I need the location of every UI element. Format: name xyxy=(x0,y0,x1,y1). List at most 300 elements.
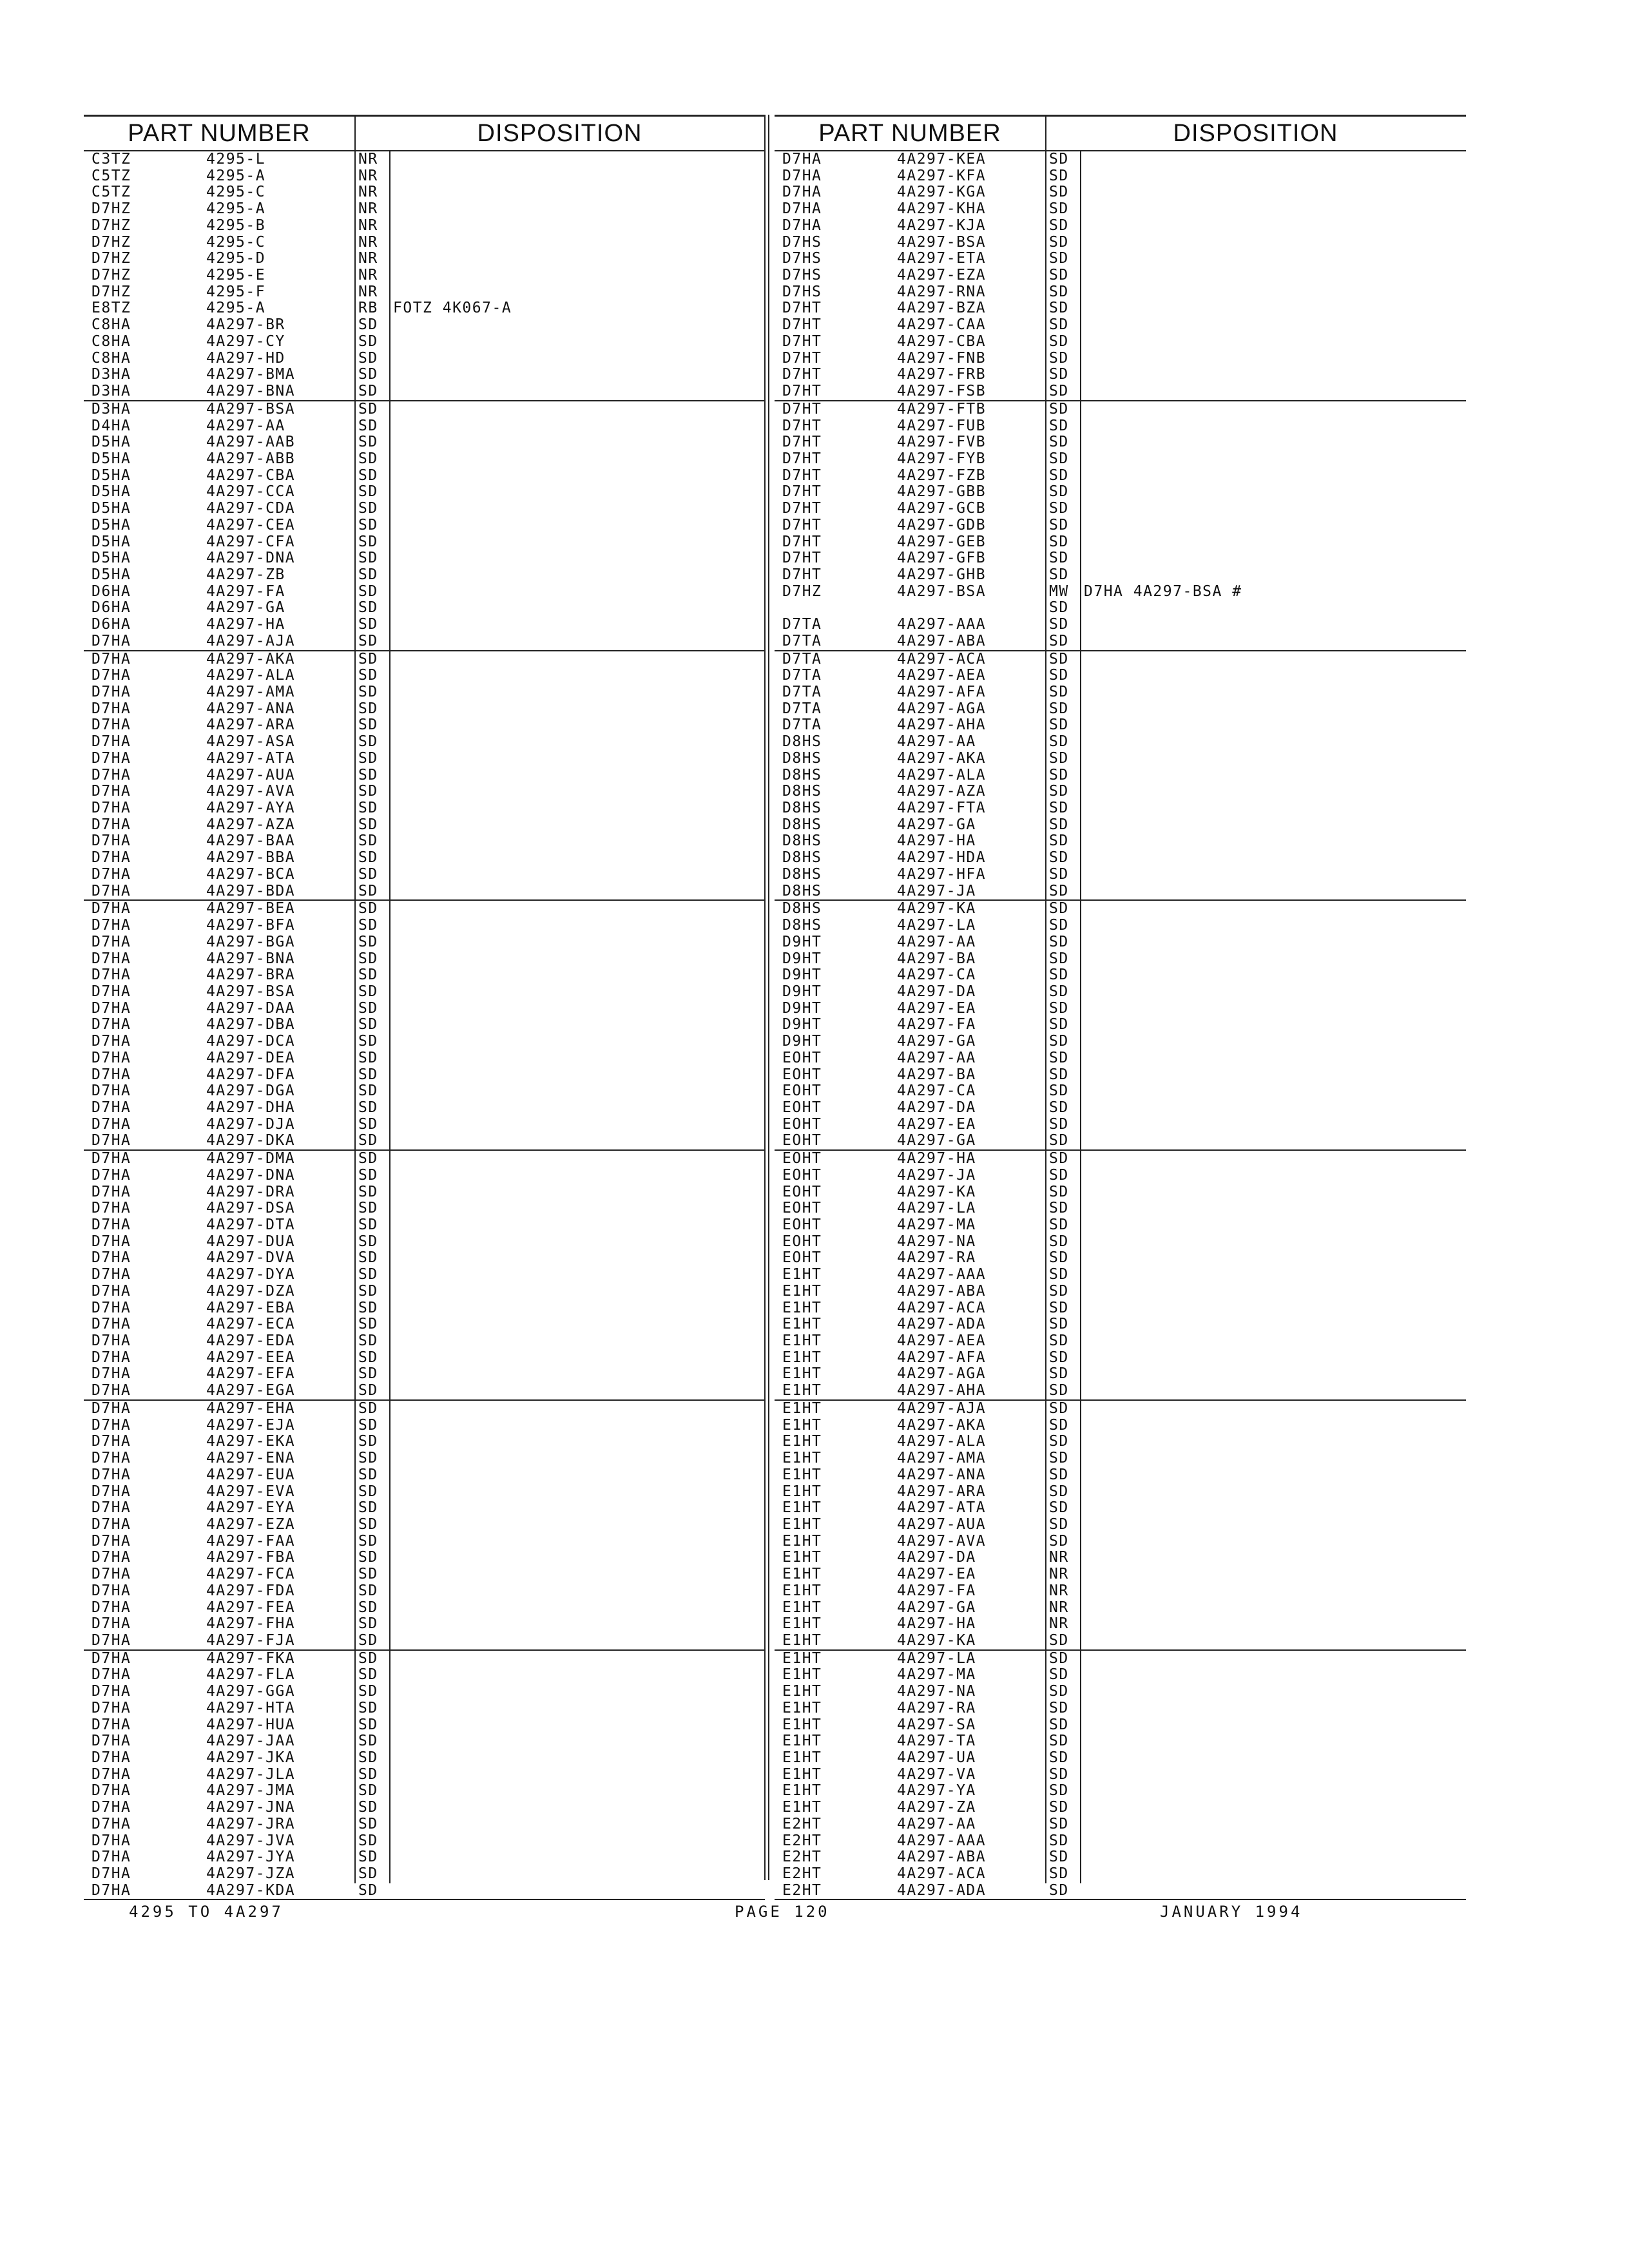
table-row xyxy=(775,1517,1466,1533)
disposition-code: SD xyxy=(1049,400,1069,418)
model-cell: C8HA xyxy=(92,332,131,350)
table-row xyxy=(84,967,765,984)
part-cell: 4A297-GA xyxy=(206,599,285,617)
model-cell: E1HT xyxy=(782,1699,822,1716)
table-row xyxy=(84,451,765,468)
left-table xyxy=(84,115,765,1900)
table-row xyxy=(84,1168,765,1184)
model-cell: D5HA xyxy=(92,466,131,484)
model-cell: D7HA xyxy=(92,1132,131,1149)
model-cell: D6HA xyxy=(92,599,131,617)
model-cell: D7HA xyxy=(92,667,131,684)
disposition-code: SD xyxy=(358,650,378,668)
disposition-code: SD xyxy=(1049,749,1069,767)
model-cell: C3TZ xyxy=(92,151,131,168)
table-row xyxy=(775,1866,1466,1883)
model-cell: D7HA xyxy=(92,1765,131,1783)
part-cell: 4A297-ADA xyxy=(897,1316,987,1333)
table-row xyxy=(775,1366,1466,1383)
model-cell: E1HT xyxy=(782,1266,822,1283)
table-row xyxy=(84,1484,765,1501)
model-cell: E1HT xyxy=(782,1433,822,1450)
part-cell: 4A297-ANA xyxy=(897,1466,987,1483)
part-cell: 4A297-JA xyxy=(897,882,976,899)
model-cell: D7HA xyxy=(92,1382,131,1399)
part-cell: 4A297-CA xyxy=(897,1082,976,1100)
table-row xyxy=(775,501,1466,517)
part-cell: 4A297-DUA xyxy=(206,1233,296,1250)
disposition-code: SD xyxy=(1049,316,1069,334)
disposition-code: SD xyxy=(358,1631,378,1649)
part-cell: 4A297-RA xyxy=(897,1699,976,1716)
part-cell: 4A297-AHA xyxy=(897,1382,987,1399)
disposition-code: SD xyxy=(358,1033,378,1050)
disposition-code: SD xyxy=(1049,650,1069,668)
part-cell: 4A297-ABA xyxy=(897,632,987,649)
model-cell: D7HA xyxy=(92,1566,131,1583)
disposition-code: SD xyxy=(358,1082,378,1100)
disposition-code: SD xyxy=(358,832,378,850)
model-cell: D9HT xyxy=(782,950,822,967)
part-cell: 4A297-BEA xyxy=(206,900,296,918)
table-row xyxy=(84,617,765,633)
part-cell: 4295-L xyxy=(206,151,266,168)
model-cell: D7HZ xyxy=(92,283,131,300)
part-cell: 4A297-AVA xyxy=(897,1532,987,1550)
model-cell: D7HS xyxy=(782,250,822,267)
model-cell: D3HA xyxy=(92,366,131,383)
disposition-code: SD xyxy=(358,1566,378,1583)
part-cell: 4A297-DCA xyxy=(206,1033,296,1050)
model-cell: E2HT xyxy=(782,1865,822,1883)
part-cell: 4A297-EDA xyxy=(206,1332,296,1350)
part-cell: 4A297-ZB xyxy=(206,566,285,583)
part-cell: 4A297-KDA xyxy=(206,1881,296,1899)
model-cell: D7HA xyxy=(92,1233,131,1250)
table-row xyxy=(84,1800,765,1816)
table-row xyxy=(775,1234,1466,1251)
model-cell: D7HZ xyxy=(92,250,131,267)
table-row xyxy=(775,833,1466,850)
table-row xyxy=(84,1450,765,1467)
disposition-code: SD xyxy=(358,865,378,883)
model-cell: D7HT xyxy=(782,516,822,533)
model-cell: D8HS xyxy=(782,749,822,767)
table-row xyxy=(84,1684,765,1700)
table-row xyxy=(775,401,1466,418)
model-cell: D7HA xyxy=(92,1849,131,1866)
model-cell: D8HS xyxy=(782,849,822,867)
model-cell: D7HA xyxy=(92,1515,131,1533)
disposition-code: SD xyxy=(1049,1266,1069,1283)
disposition-code: SD xyxy=(358,400,378,418)
model-cell: D7HA xyxy=(92,1749,131,1766)
part-cell: 4A297-KEA xyxy=(897,151,987,168)
part-cell: 4A297-EA xyxy=(897,999,976,1017)
disposition-code: SD xyxy=(358,1865,378,1883)
table-header xyxy=(84,115,765,151)
part-cell: 4A297-DA xyxy=(897,1099,976,1116)
part-cell: 4A297-ALA xyxy=(897,1433,987,1450)
disposition-code: SD xyxy=(1049,1799,1069,1816)
disposition-code: SD xyxy=(1049,1699,1069,1716)
disposition-code: SD xyxy=(1049,783,1069,800)
part-cell: 4A297-DEA xyxy=(206,1049,296,1066)
part-cell: 4A297-ARA xyxy=(897,1483,987,1500)
part-cell: 4A297-ABA xyxy=(897,1849,987,1866)
table-row xyxy=(84,1533,765,1550)
table-row xyxy=(84,1234,765,1251)
disposition-header: DISPOSITION xyxy=(1173,120,1338,147)
part-cell: 4A297-AA xyxy=(206,417,285,434)
table-row xyxy=(775,984,1466,1001)
table-row xyxy=(84,1267,765,1283)
table-row xyxy=(84,1017,765,1033)
disposition-code: SD xyxy=(358,1166,378,1184)
part-cell: 4A297-HD xyxy=(206,349,285,367)
table-row xyxy=(775,468,1466,485)
model-cell: D7HA xyxy=(92,1532,131,1550)
model-cell: D7HZ xyxy=(92,200,131,218)
part-cell: 4A297-BSA xyxy=(206,983,296,1000)
model-cell: D7HA xyxy=(782,216,822,234)
disposition-code: SD xyxy=(358,1765,378,1783)
model-cell: E1HT xyxy=(782,1416,822,1434)
disposition-code: SD xyxy=(358,1066,378,1083)
part-cell: 4A297-DGA xyxy=(206,1082,296,1100)
table-row xyxy=(775,883,1466,901)
disposition-code: SD xyxy=(358,1316,378,1333)
model-cell: D7HT xyxy=(782,566,822,583)
part-cell: 4A297-ATA xyxy=(206,749,296,767)
disposition-code: SD xyxy=(358,800,378,817)
model-cell: EOHT xyxy=(782,1183,822,1200)
disposition-code: SD xyxy=(358,1733,378,1750)
table-row xyxy=(84,218,765,235)
table-row xyxy=(775,1833,1466,1850)
model-cell: D7HA xyxy=(92,1599,131,1616)
disposition-code: NR xyxy=(1049,1582,1069,1599)
model-cell: D7HT xyxy=(782,400,822,418)
model-cell: D7HZ xyxy=(782,582,822,600)
table-row xyxy=(84,1849,765,1866)
part-cell: 4A297-FZB xyxy=(897,466,987,484)
disposition-code: SD xyxy=(1049,716,1069,734)
disposition-code: SD xyxy=(358,417,378,434)
model-cell: D7HA xyxy=(92,849,131,867)
model-cell: EOHT xyxy=(782,1150,822,1168)
disposition-code: SD xyxy=(1049,550,1069,567)
table-row xyxy=(775,1767,1466,1783)
disposition-code: SD xyxy=(1049,349,1069,367)
part-cell: 4A297-EBA xyxy=(206,1299,296,1316)
disposition-code: SD xyxy=(1049,1765,1069,1783)
part-cell: 4A297-FVB xyxy=(897,434,987,451)
part-cell: 4A297-JVA xyxy=(206,1832,296,1849)
table-row xyxy=(84,734,765,751)
disposition-code: SD xyxy=(358,816,378,833)
model-cell: D7HA xyxy=(92,1865,131,1883)
table-row xyxy=(775,1067,1466,1084)
table-row xyxy=(84,517,765,534)
part-cell: 4A297-FUB xyxy=(897,417,987,434)
model-cell: D7HZ xyxy=(92,233,131,251)
model-cell: D5HA xyxy=(92,500,131,517)
disposition-code: RB xyxy=(358,300,378,317)
part-cell: 4A297-HUA xyxy=(206,1716,296,1733)
table-row xyxy=(84,1733,765,1750)
model-cell: D5HA xyxy=(92,566,131,583)
part-cell: 4295-A xyxy=(206,300,266,317)
part-cell: 4A297-AYA xyxy=(206,800,296,817)
disposition-code: SD xyxy=(1049,1666,1069,1684)
disposition-code: SD xyxy=(358,1881,378,1899)
disposition-code: SD xyxy=(1049,616,1069,633)
disposition-code: SD xyxy=(1049,1849,1069,1866)
model-cell: D8HS xyxy=(782,882,822,899)
model-cell: D7HA xyxy=(92,1499,131,1517)
part-cell: 4A297-HA xyxy=(206,616,285,633)
model-cell: D7HT xyxy=(782,550,822,567)
part-cell: 4A297-BBA xyxy=(206,849,296,867)
model-cell: D8HS xyxy=(782,832,822,850)
table-row xyxy=(775,751,1466,767)
disposition-code: SD xyxy=(1049,200,1069,218)
part-cell: 4A297-ACA xyxy=(897,650,987,668)
disposition-code: SD xyxy=(1049,1049,1069,1066)
model-cell: D4HA xyxy=(92,417,131,434)
part-cell: 4A297-BR xyxy=(206,316,285,334)
model-cell: E2HT xyxy=(782,1881,822,1899)
table-row xyxy=(775,1533,1466,1550)
disposition-code: SD xyxy=(358,1649,378,1667)
table-row xyxy=(84,883,765,901)
part-cell: 4A297-AHA xyxy=(897,716,987,734)
part-cell: 4A297-AZA xyxy=(206,816,296,833)
disposition-code: SD xyxy=(358,1216,378,1233)
table-row xyxy=(775,235,1466,251)
table-row xyxy=(84,1517,765,1533)
table-row xyxy=(775,1717,1466,1734)
part-cell: 4A297-DA xyxy=(897,1549,976,1566)
model-cell: D7HA xyxy=(92,1082,131,1100)
model-cell: D7HA xyxy=(92,882,131,899)
table-row xyxy=(775,1566,1466,1583)
disposition-code: SD xyxy=(358,1483,378,1500)
part-cell: 4A297-CCA xyxy=(206,483,296,501)
model-cell: D7HZ xyxy=(92,216,131,234)
disposition-code: SD xyxy=(1049,950,1069,967)
model-cell: E2HT xyxy=(782,1832,822,1849)
table-row xyxy=(775,218,1466,235)
part-cell: 4A297-FLA xyxy=(206,1666,296,1684)
part-cell: 4A297-ENA xyxy=(206,1450,296,1467)
column-separator xyxy=(768,115,769,1880)
disposition-code: MW xyxy=(1049,582,1069,600)
model-cell: E1HT xyxy=(782,1615,822,1633)
part-cell: 4A297-BNA xyxy=(206,950,296,967)
table-row xyxy=(84,334,765,351)
part-cell: 4A297-EA xyxy=(897,1566,976,1583)
model-cell: D7TA xyxy=(782,650,822,668)
table-row xyxy=(84,584,765,601)
disposition-code: SD xyxy=(1049,1216,1069,1233)
part-cell: 4A297-AAA xyxy=(897,1832,987,1849)
table-row xyxy=(84,567,765,584)
part-cell: 4A297-FRB xyxy=(897,366,987,383)
model-cell: D7HA xyxy=(92,1183,131,1200)
model-cell: D7HT xyxy=(782,366,822,383)
model-cell: D7HA xyxy=(92,917,131,934)
disposition-code: SD xyxy=(1049,1299,1069,1316)
part-cell: 4A297-KA xyxy=(897,1183,976,1200)
table-row xyxy=(84,201,765,218)
table-row xyxy=(84,1133,765,1151)
table-row xyxy=(775,1450,1466,1467)
model-cell: EOHT xyxy=(782,1066,822,1083)
model-cell: D7HA xyxy=(92,783,131,800)
part-cell: 4A297-KGA xyxy=(897,184,987,201)
disposition-code: SD xyxy=(1049,1132,1069,1149)
disposition-code: SD xyxy=(1049,533,1069,550)
table-row xyxy=(84,184,765,201)
part-cell: 4A297-AFA xyxy=(897,1349,987,1366)
part-cell: 4A297-FYB xyxy=(897,450,987,467)
table-row xyxy=(775,1816,1466,1833)
model-cell: D7HA xyxy=(92,816,131,833)
model-cell: D5HA xyxy=(92,516,131,533)
disposition-code: SD xyxy=(1049,1099,1069,1116)
part-cell: 4A297-AUA xyxy=(897,1515,987,1533)
disposition-code: SD xyxy=(358,1183,378,1200)
model-cell: EOHT xyxy=(782,1166,822,1184)
table-row xyxy=(84,284,765,301)
disposition-code: SD xyxy=(1049,1033,1069,1050)
disposition-code: SD xyxy=(358,766,378,783)
disposition-code: SD xyxy=(358,749,378,767)
model-cell: D7HA xyxy=(92,1099,131,1116)
model-cell: E1HT xyxy=(782,1683,822,1700)
table-row xyxy=(84,351,765,367)
table-row xyxy=(775,850,1466,867)
model-cell: D7HA xyxy=(92,684,131,700)
part-cell: 4A297-EHA xyxy=(206,1399,296,1417)
model-cell: C8HA xyxy=(92,349,131,367)
disposition-code: SD xyxy=(1049,1749,1069,1766)
disposition-code: SD xyxy=(358,933,378,950)
table-row xyxy=(775,1849,1466,1866)
model-cell: D7TA xyxy=(782,667,822,684)
disposition-code: NR xyxy=(358,200,378,218)
part-cell: 4A297-BA xyxy=(897,1066,976,1083)
part-cell: 4A297-AKA xyxy=(206,650,296,668)
disposition-code: SD xyxy=(1049,1433,1069,1450)
disposition-code: SD xyxy=(358,900,378,918)
disposition-code: SD xyxy=(1049,599,1069,617)
table-row xyxy=(775,1383,1466,1401)
model-cell: E1HT xyxy=(782,1299,822,1316)
model-cell: D5HA xyxy=(92,450,131,467)
disposition-code: SD xyxy=(358,1815,378,1832)
model-cell: E1HT xyxy=(782,1382,822,1399)
disposition-code: SD xyxy=(1049,1483,1069,1500)
disposition-code: SD xyxy=(358,882,378,899)
disposition-code: SD xyxy=(358,1349,378,1366)
model-cell: D7HA xyxy=(92,1881,131,1899)
part-cell: 4295-D xyxy=(206,250,266,267)
part-cell: 4A297-KHA xyxy=(897,200,987,218)
table-row xyxy=(84,251,765,267)
disposition-code: SD xyxy=(1049,1249,1069,1267)
model-cell: D9HT xyxy=(782,983,822,1000)
part-cell: 4A297-CDA xyxy=(206,500,296,517)
table-row xyxy=(775,1733,1466,1750)
model-cell: D7HT xyxy=(782,500,822,517)
model-cell: D7HA xyxy=(92,632,131,649)
disposition-code: SD xyxy=(358,1016,378,1033)
model-cell: E2HT xyxy=(782,1849,822,1866)
table-row xyxy=(775,633,1466,651)
disposition-code: SD xyxy=(358,1365,378,1383)
disposition-code: SD xyxy=(358,1433,378,1450)
table-row xyxy=(84,151,765,168)
disposition-code: SD xyxy=(1049,816,1069,833)
model-cell: D7HT xyxy=(782,383,822,400)
disposition-code: SD xyxy=(358,1299,378,1316)
part-cell: 4A297-KJA xyxy=(897,216,987,234)
table-row xyxy=(775,1217,1466,1234)
disposition-code: SD xyxy=(1049,1865,1069,1883)
table-row xyxy=(775,451,1466,468)
disposition-code: SD xyxy=(1049,733,1069,751)
table-row xyxy=(775,1616,1466,1633)
disposition-code: SD xyxy=(358,316,378,334)
part-cell: 4A297-AKA xyxy=(897,1416,987,1434)
part-cell: 4A297-DNA xyxy=(206,1166,296,1184)
part-cell: 4A297-VA xyxy=(897,1765,976,1783)
disposition-code: NR xyxy=(1049,1615,1069,1633)
part-cell: 4A297-FEA xyxy=(206,1599,296,1616)
model-cell: D7HA xyxy=(92,1249,131,1267)
disposition-code: SD xyxy=(358,1399,378,1417)
disposition-code: SD xyxy=(1049,434,1069,451)
disposition-code: SD xyxy=(1049,167,1069,184)
disposition-code: SD xyxy=(1049,684,1069,700)
model-cell: D8HS xyxy=(782,900,822,918)
part-cell: 4A297-RNA xyxy=(897,283,987,300)
model-cell: E1HT xyxy=(782,1365,822,1383)
table-row xyxy=(84,850,765,867)
part-cell: 4A297-ABB xyxy=(206,450,296,467)
part-cell: 4A297-AEA xyxy=(897,667,987,684)
model-cell: D7HA xyxy=(92,1666,131,1684)
model-cell: D7HA xyxy=(92,1016,131,1033)
disposition-code: SD xyxy=(358,383,378,400)
part-cell: 4A297-ANA xyxy=(206,700,296,717)
disposition-code: NR xyxy=(358,167,378,184)
disposition-code: SD xyxy=(1049,466,1069,484)
part-number-header: PART NUMBER xyxy=(775,117,1046,150)
disposition-code: SD xyxy=(1049,999,1069,1017)
disposition-code: SD xyxy=(1049,1200,1069,1217)
part-cell: 4A297-BFA xyxy=(206,917,296,934)
model-cell: E1HT xyxy=(782,1466,822,1483)
disposition-code: SD xyxy=(358,366,378,383)
table-row xyxy=(84,1350,765,1367)
table-row xyxy=(775,567,1466,584)
disposition-code: NR xyxy=(358,184,378,201)
part-cell: 4A297-FJA xyxy=(206,1631,296,1649)
